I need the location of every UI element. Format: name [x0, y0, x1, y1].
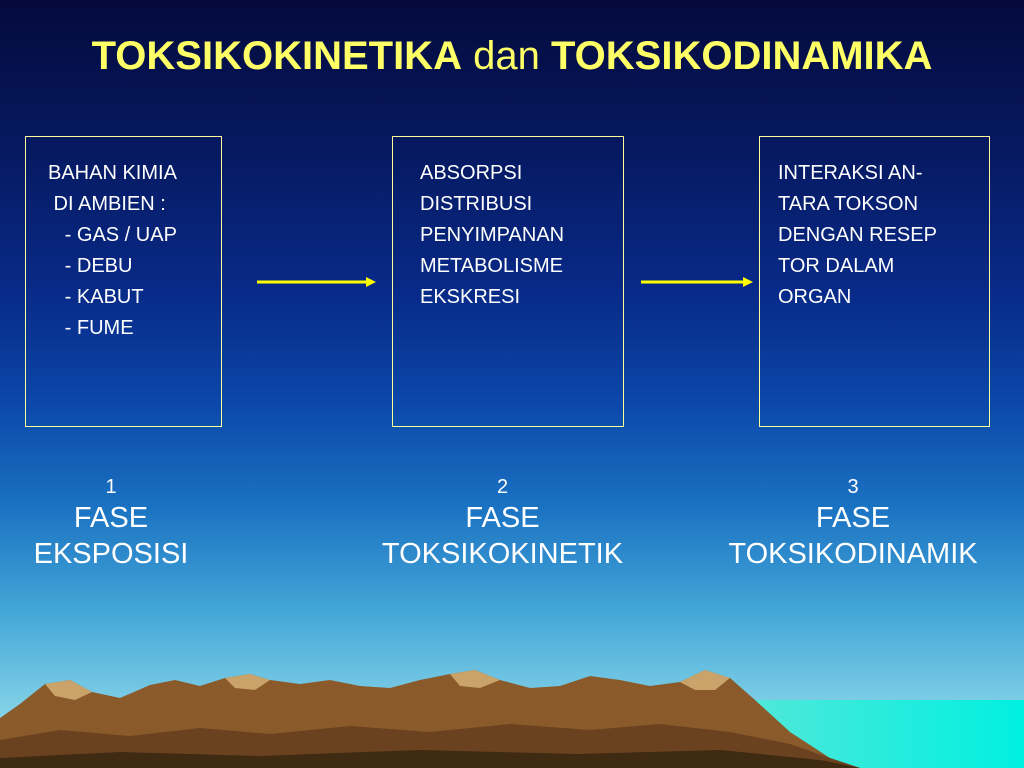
- box-toxicokinetic-line-5: EKSKRESI: [420, 286, 521, 308]
- title-part-2: dan: [473, 34, 540, 78]
- phase-2-name: TOKSIKOKINETIK: [381, 538, 624, 570]
- phase-1-number: 1: [105, 476, 117, 498]
- box-toxicodynamic-line-4: TOR DALAM: [778, 255, 895, 277]
- box-toxicokinetic-line-3: PENYIMPANAN: [420, 224, 565, 246]
- mountains-decoration: [0, 640, 1024, 768]
- box-toxicokinetic-line-2: DISTRIBUSI: [420, 193, 533, 215]
- box-toxicokinetic-line-4: METABOLISME: [420, 255, 563, 277]
- box-exposure-line-1: BAHAN KIMIA: [48, 162, 177, 184]
- box-exposure-line-5: - KABUT: [48, 286, 144, 308]
- box-toxicodynamic-line-5: ORGAN: [778, 286, 852, 308]
- phase-1-name: EKSPOSISI: [33, 538, 189, 570]
- phase-3: [700, 474, 1006, 572]
- phase-3-label: FASE: [815, 502, 891, 534]
- box-toxicokinetic-text: [420, 158, 564, 313]
- box-exposure-line-3: - GAS / UAP: [48, 224, 177, 246]
- box-toxicodynamic-line-3: DENGAN RESEP: [778, 224, 937, 246]
- phase-1: [0, 474, 222, 572]
- phase-2: [345, 474, 660, 572]
- box-toxicodynamic-line-1: INTERAKSI AN-: [778, 162, 923, 184]
- box-toxicokinetic-line-1: ABSORPSI: [420, 162, 523, 184]
- box-toxicodynamic-text: [778, 158, 937, 313]
- phase-1-label: FASE: [73, 502, 149, 534]
- phase-3-number: 3: [847, 476, 859, 498]
- box-exposure-line-2: DI AMBIEN :: [48, 193, 166, 215]
- phase-3-name: TOKSIKODINAMIK: [728, 538, 978, 570]
- phase-2-number: 2: [496, 476, 509, 498]
- slide-title: [0, 32, 1024, 80]
- box-exposure-line-6: - FUME: [48, 317, 134, 339]
- box-exposure-line-4: - DEBU: [48, 255, 133, 277]
- arrow-right-icon: [255, 272, 380, 292]
- arrow-right-icon: [639, 272, 757, 292]
- phase-2-label: FASE: [465, 502, 540, 534]
- title-part-1: TOKSIKOKINETIKA: [91, 34, 462, 78]
- box-exposure-text: [48, 158, 177, 344]
- title-part-3: TOKSIKODINAMIKA: [550, 34, 933, 78]
- box-toxicodynamic-line-2: TARA TOKSON: [778, 193, 919, 215]
